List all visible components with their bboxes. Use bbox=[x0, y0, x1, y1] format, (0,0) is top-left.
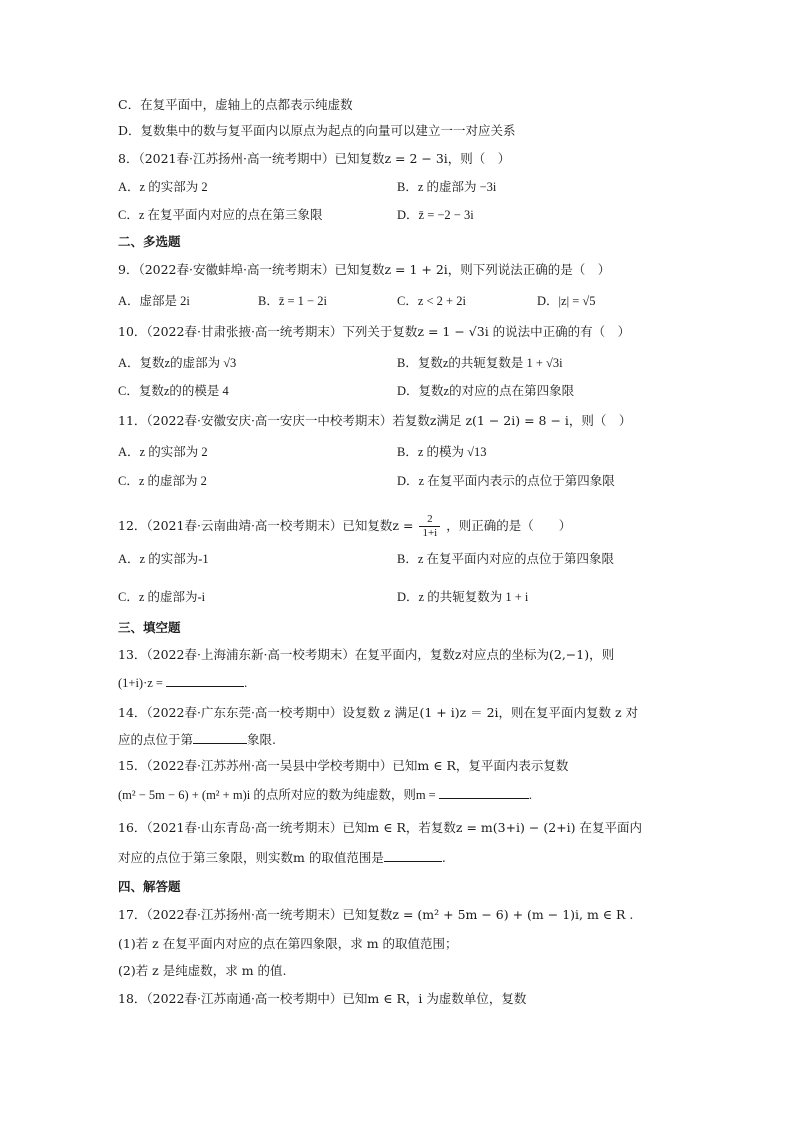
q8-option-c: C．z 在复平面内对应的点在第三象限 bbox=[118, 208, 323, 222]
question-8: 8．（2021春·江苏扬州·高一统考期中）已知复数z = 2 − 3i，则（ ） bbox=[118, 151, 511, 166]
q9-option-b: B．z̄ = 1 − 2i bbox=[258, 294, 327, 308]
q13-period: . bbox=[244, 676, 248, 690]
q8-option-b: B．z 的虚部为 −3i bbox=[397, 180, 497, 194]
question-18: 18．（2022春·江苏南通·高一校考期中）已知m ∈ R，i 为虚数单位，复数 bbox=[118, 991, 527, 1006]
q12-option-b: B．z 在复平面内对应的点位于第四象限 bbox=[397, 552, 615, 566]
q13-expression: (1+i)·z = bbox=[118, 676, 163, 690]
q9-option-d: D．|z| = √5 bbox=[537, 294, 596, 308]
q17-part-1: (1)若 z 在复平面内对应的点在第四象限，求 m 的取值范围； bbox=[118, 936, 458, 951]
q10-option-d: D．复数z的对应的点在第四象限 bbox=[397, 384, 575, 398]
question-14-line-2 bbox=[118, 731, 276, 749]
answer-blank bbox=[384, 849, 442, 862]
q10-option-c: C．复数z的的模是 4 bbox=[118, 384, 229, 398]
q11-option-a: A．z 的实部为 2 bbox=[118, 445, 208, 459]
section-heading-fill-in: 三、填空题 bbox=[118, 620, 181, 635]
question-15-line-2 bbox=[118, 786, 532, 804]
q15-period: . bbox=[528, 788, 532, 802]
question-11: 11．（2022春·安徽安庆·高一安庆一中校考期末）若复数z满足 z(1 − 2i) = 8 − i，则（ ） bbox=[118, 413, 632, 428]
q14-text-before-blank: 应的点位于第 bbox=[118, 732, 194, 747]
question-9: 9．（2022春·安徽蚌埠·高一统考期末）已知复数z = 1 + 2i，则下列说法正确的是（ ） bbox=[118, 262, 611, 277]
q9-option-a: A．虚部是 2i bbox=[118, 294, 190, 308]
answer-blank bbox=[166, 674, 244, 687]
q12-stem-end: ，则正确的是（ ） bbox=[446, 518, 572, 533]
question-12 bbox=[118, 510, 571, 542]
question-13: 13．（2022春·上海浦东新·高一校考期末）在复平面内，复数z对应点的坐标为(2,−1)，则 bbox=[118, 647, 615, 662]
q11-option-d: D．z 在复平面内表示的点位于第四象限 bbox=[397, 474, 615, 488]
question-14: 14．（2022春·广东东莞·高一校考期中）设复数 z 满足(1 + i)z ＝ 2i，则在复平面内复数 z 对 bbox=[118, 705, 639, 720]
q10-option-b: B．复数z的共轭复数是 1 + √3i bbox=[397, 356, 563, 370]
q12-fraction-denominator: 1+i bbox=[422, 527, 438, 539]
section-heading-multi-choice: 二、多选题 bbox=[118, 234, 181, 249]
answer-blank bbox=[439, 786, 529, 799]
q10-option-a: A．复数z的虚部为 √3 bbox=[118, 356, 237, 370]
question-13-line-2 bbox=[118, 674, 247, 692]
question-15: 15．（2022春·江苏苏州·高一吴县中学校考期中）已知m ∈ R，复平面内表示复数 bbox=[118, 758, 569, 773]
q8-option-a: A．z 的实部为 2 bbox=[118, 180, 208, 194]
q9-option-c: C．z < 2 + 2i bbox=[397, 294, 466, 308]
q12-option-a: A．z 的实部为-1 bbox=[118, 552, 209, 566]
q12-option-d: D．z 的共轭复数为 1 + i bbox=[397, 590, 529, 604]
option-c-q7: C．在复平面中，虚轴上的点都表示纯虚数 bbox=[118, 97, 353, 112]
answer-blank bbox=[193, 731, 247, 744]
q16-period: . bbox=[441, 850, 446, 865]
q8-option-d: D．z̄ = −2 − 3i bbox=[397, 208, 474, 222]
option-d-q7: D．复数集中的数与复平面内以原点为起点的向量可以建立一一对应关系 bbox=[118, 123, 516, 138]
question-16: 16．（2021春·山东青岛·高一统考期末）已知m ∈ R，若复数z = m(3+i) − (2+i) 在复平面内 bbox=[118, 820, 642, 835]
section-heading-problems: 四、解答题 bbox=[118, 879, 181, 894]
q14-text-after-blank: 象限. bbox=[247, 732, 276, 747]
q12-option-c: C．z 的虚部为-i bbox=[118, 590, 206, 604]
q16-text-before-blank: 对应的点位于第三象限，则实数m 的取值范围是 bbox=[118, 850, 384, 865]
q15-text-before-blank: (m² − 5m − 6) + (m² + m)i 的点所对应的数为纯虚数，则m = bbox=[118, 788, 436, 802]
q11-option-b: B．z 的模为 √13 bbox=[397, 445, 487, 459]
question-10: 10．（2022春·甘肃张掖·高一统考期末）下列关于复数z = 1 − √3i 的说法中正确的有（ ） bbox=[118, 324, 631, 339]
question-16-line-2 bbox=[118, 849, 446, 867]
question-17: 17．（2022春·江苏扬州·高一统考期末）已知复数z = (m² + 5m − 6) + (m − 1)i, m ∈ R . bbox=[118, 907, 634, 922]
q11-option-c: C．z 的虚部为 2 bbox=[118, 474, 207, 488]
q12-fraction bbox=[419, 513, 440, 540]
q12-stem-start: 12．（2021春·云南曲靖·高一校考期末）已知复数z = bbox=[118, 518, 414, 533]
q12-fraction-numerator: 2 bbox=[419, 513, 440, 527]
q17-part-2: (2)若 z 是纯虚数，求 m 的值. bbox=[118, 963, 287, 978]
